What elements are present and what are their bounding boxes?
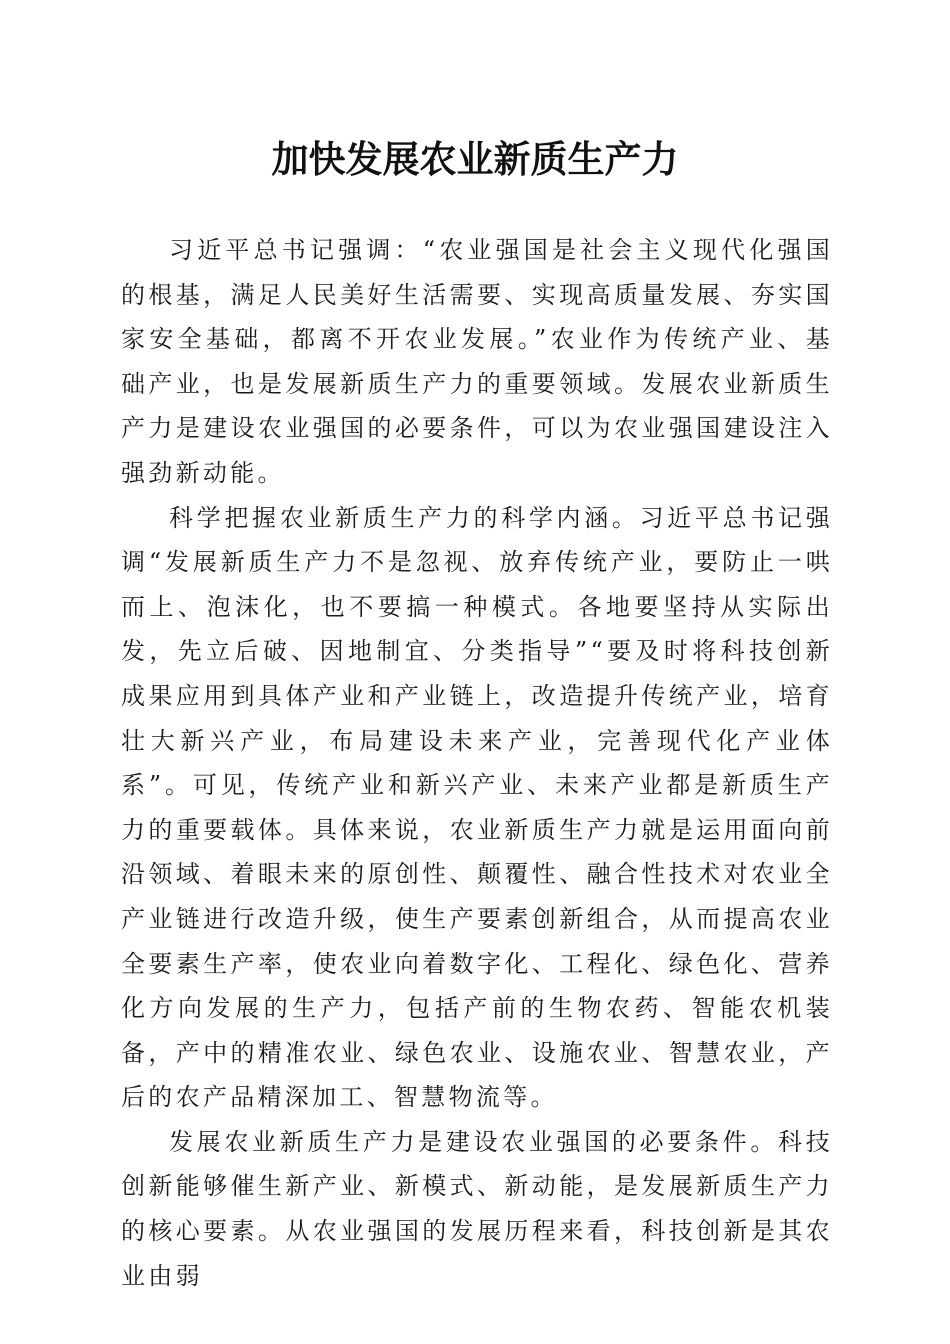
page-title: 加快发展农业新质生产力 <box>271 137 679 181</box>
paragraph-3: 发展农业新质生产力是建设农业强国的必要条件。科技创新能够催生新产业、新模式、新动能，是发展新质生产力的核心要素。从农业强国的发展历程来看，科技创新是其农业由弱 <box>121 1127 833 1290</box>
paragraph-1: 习近平总书记强调：“农业强国是社会主义现代化强国的根基，满足人民美好生活需要、实现高质量发展、夯实国家安全基础，都离不开农业发展。”农业作为传统产业、基础产业，也是发展新质生产力的重要领域。发展农业新质生产力是建设农业强国的必要条件，可以为农业强国建设注入强劲新动能。 <box>121 236 833 487</box>
paragraph-2: 科学把握农业新质生产力的科学内涵。习近平总书记强调“发展新质生产力不是忽视、放弃传统产业，要防止一哄而上、泡沫化，也不要搞一种模式。各地要坚持从实际出发，先立后破、因地制宜、分类指导”“要及时将科技创新成果应用到具体产业和产业链上，改造提升传统产业，培育壮大新兴产业，布局建设未来产业，完善现代化产业体系”。可见，传统产业和新兴产业、未来产业都是新质生产力的重要载体。具体来说，农业新质生产力就是运用面向前沿领域、着眼未来的原创性、颠覆性、融合性技术对农业全产业链进行改造升级，使生产要素创新组合，从而提高农业全要素生产率，使农业向着数字化、工程化、绿色化、营养化方向发展的生产力，包括产前的生物农药、智能农机装备，产中的精准农业、绿色农业、设施农业、智慧农业，产后的农产品精深加工、智慧物流等。 <box>121 503 833 1112</box>
article-body <box>121 228 833 1298</box>
